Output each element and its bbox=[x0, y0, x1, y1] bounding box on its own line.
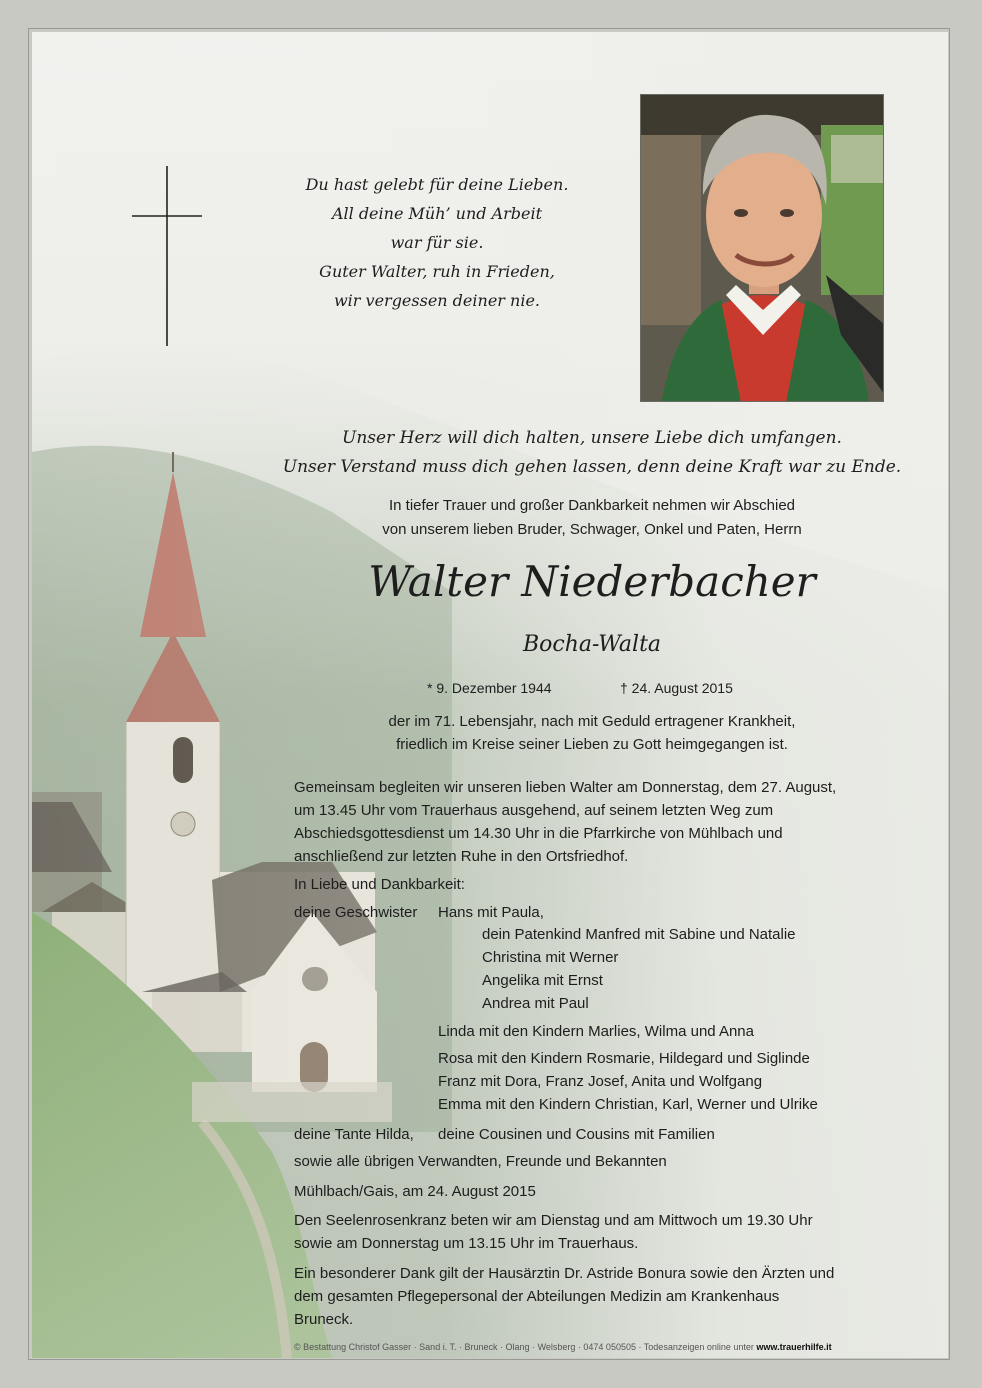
life-text bbox=[292, 710, 892, 756]
cousins-entry: deine Cousinen und Cousins mit Familien bbox=[438, 1126, 715, 1143]
family-entry: Angelika mit Ernst bbox=[482, 972, 603, 989]
verse-line: Guter Walter, ruh in Frieden, bbox=[319, 262, 555, 281]
sibling-entry: Hans mit Paula, bbox=[438, 904, 544, 921]
family-entry: Andrea mit Paul bbox=[482, 995, 589, 1012]
sibling-entry: Franz mit Dora, Franz Josef, Anita und Wolfgang bbox=[438, 1073, 763, 1090]
funeral-paragraph bbox=[294, 776, 882, 868]
obituary-sheet bbox=[32, 32, 948, 1358]
sibling-entry: Emma mit den Kindern Christian, Karl, Werner und Ulrike bbox=[438, 1096, 818, 1113]
birth-date: * 9. Dezember 1944 bbox=[427, 680, 552, 696]
verse-line: wir vergessen deiner nie. bbox=[333, 291, 540, 310]
footer-website-link[interactable]: www.trauerhilfe.it bbox=[756, 1342, 832, 1352]
intro-line: In tiefer Trauer und großer Dankbarkeit nehmen wir Abschied bbox=[388, 497, 796, 514]
quote bbox=[282, 424, 902, 482]
rosary-line: Den Seelenrosenkranz beten wir am Dienstag und am Mittwoch um 19.30 Uhr bbox=[294, 1212, 813, 1229]
quote-line: Unser Verstand muss dich gehen lassen, denn deine Kraft war zu Ende. bbox=[282, 457, 902, 477]
farewell-intro bbox=[292, 494, 892, 542]
thanks-line: Bruneck. bbox=[294, 1311, 354, 1328]
life-line: der im 71. Lebensjahr, nach mit Geduld ertragener Krankheit, bbox=[388, 713, 796, 730]
footer bbox=[294, 1342, 944, 1352]
deceased-name: Walter Niederbacher bbox=[368, 557, 816, 606]
sibling-entry: Rosa mit den Kindern Rosmarie, Hildegard und Siglinde bbox=[438, 1050, 810, 1067]
intro-line: von unserem lieben Bruder, Schwager, Onkel und Paten, Herrn bbox=[382, 521, 802, 538]
deceased-nickname: Bocha-Walta bbox=[522, 632, 662, 657]
verse-line: Du hast gelebt für deine Lieben. bbox=[305, 175, 569, 194]
place-date: Mühlbach/Gais, am 24. August 2015 bbox=[294, 1183, 536, 1200]
verse-line: All deine Müh’ und Arbeit bbox=[331, 204, 543, 223]
verse-line: war für sie. bbox=[390, 233, 484, 252]
sibling-entry: Linda mit den Kindern Marlies, Wilma und Anna bbox=[438, 1023, 754, 1040]
rosary-paragraph bbox=[294, 1209, 882, 1255]
funeral-line: Gemeinsam begleiten wir unseren lieben Walter am Donnerstag, dem 27. August, bbox=[294, 779, 837, 796]
family-entry: Christina mit Werner bbox=[482, 949, 619, 966]
life-line: friedlich im Kreise seiner Lieben zu Gott heimgegangen ist. bbox=[396, 736, 788, 753]
thanks-line: Ein besonderer Dank gilt der Hausärztin Dr. Astride Bonura sowie den Ärzten und bbox=[294, 1265, 835, 1282]
mourners-heading: In Liebe und Dankbarkeit: bbox=[294, 876, 465, 893]
funeral-line: um 13.45 Uhr vom Trauerhaus ausgehend, auf seinem letzten Weg zum bbox=[294, 802, 774, 819]
cross-icon bbox=[132, 166, 202, 346]
funeral-line: anschließend zur letzten Ruhe in den Ortsfriedhof. bbox=[294, 848, 629, 865]
relatives-entry: sowie alle übrigen Verwandten, Freunde und Bekannten bbox=[294, 1153, 667, 1170]
thanks-line: dem gesamten Pflegepersonal der Abteilungen Medizin am Krankenhaus bbox=[294, 1288, 780, 1305]
aunt-entry: deine Tante Hilda, bbox=[294, 1126, 414, 1143]
portrait-photo bbox=[640, 94, 884, 402]
funeral-line: Abschiedsgottesdienst um 14.30 Uhr in die Pfarrkirche von Mühlbach und bbox=[294, 825, 783, 842]
memorial-verse bbox=[287, 170, 587, 315]
siblings-label: deine Geschwister bbox=[294, 904, 418, 921]
thanks-paragraph bbox=[294, 1262, 882, 1331]
death-date: † 24. August 2015 bbox=[620, 680, 733, 696]
quote-line: Unser Herz will dich halten, unsere Liebe dich umfangen. bbox=[342, 428, 842, 448]
rosary-line: sowie am Donnerstag um 13.15 Uhr im Trauerhaus. bbox=[294, 1235, 639, 1252]
footer-credit: © Bestattung Christof Gasser · Sand i. T. · Bruneck · Olang · Welsberg · 0474 050505 · Todesanzeigen online unter bbox=[294, 1342, 754, 1352]
family-entry: dein Patenkind Manfred mit Sabine und Natalie bbox=[482, 926, 796, 943]
